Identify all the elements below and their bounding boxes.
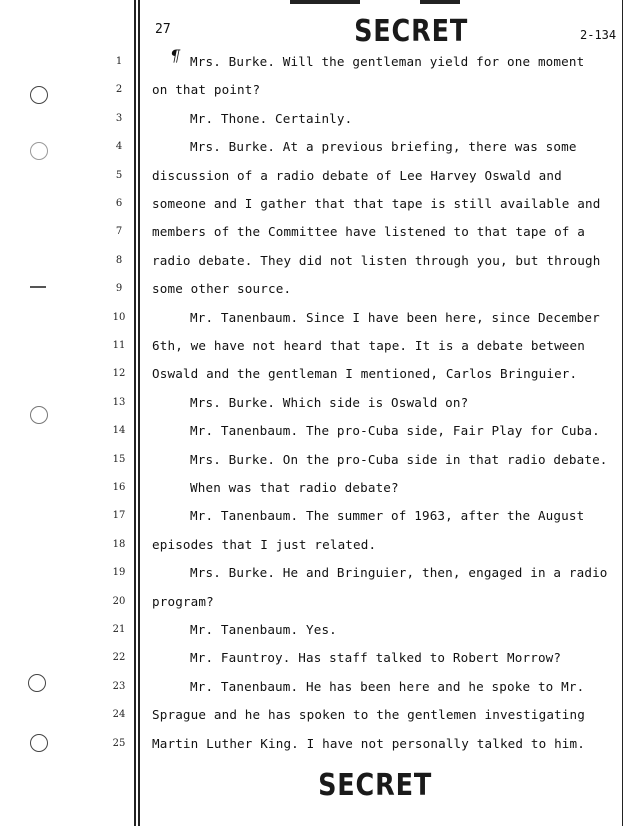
line-number: 4 <box>115 141 123 153</box>
line-number: 25 <box>112 737 126 749</box>
page-number: 27 <box>155 22 171 37</box>
line-number: 23 <box>112 680 126 692</box>
transcript-line: Martin Luther King. I have not personally talked to him. <box>152 735 585 751</box>
line-number: 1 <box>115 56 123 67</box>
transcript-line: some other source. <box>152 281 292 297</box>
paragraph-mark: ¶ <box>170 46 181 65</box>
line-number: 7 <box>115 226 123 238</box>
line-number: 17 <box>112 510 126 522</box>
transcript-line: Oswald and the gentleman I mentioned, Carlos Bringuier. <box>152 366 578 382</box>
line-number: 11 <box>112 340 126 351</box>
margin-rule <box>138 0 140 826</box>
margin-rule <box>134 0 136 826</box>
hole-punch-icon <box>30 86 48 104</box>
transcript-line: Mrs. Burke. At a previous briefing, there was some <box>190 139 577 155</box>
line-number: 10 <box>112 311 126 323</box>
document-number: 2-134 <box>580 28 617 42</box>
transcript-line: members of the Committee have listened to that tape of a <box>152 224 585 240</box>
line-number: 13 <box>112 396 126 408</box>
secret-stamp-top: SECRET <box>354 14 469 49</box>
transcript-line: Mr. Tanenbaum. Since I have been here, since December <box>190 309 600 325</box>
transcript-line: Sprague and he has spoken to the gentlemen investigating <box>152 707 585 723</box>
top-edge-bar <box>290 0 360 4</box>
line-number: 2 <box>115 84 123 96</box>
transcript-line: When was that radio debate? <box>190 480 399 495</box>
margin-dash <box>30 286 46 288</box>
line-number: 21 <box>112 624 126 635</box>
hole-punch-icon <box>30 406 48 424</box>
line-number: 19 <box>112 567 126 579</box>
line-number: 3 <box>115 112 123 124</box>
line-number: 20 <box>112 595 126 607</box>
right-margin-rule <box>622 0 623 826</box>
hole-punch-icon <box>30 734 48 752</box>
line-number: 5 <box>115 169 123 181</box>
transcript-line: Mrs. Burke. He and Bringuier, then, engaged in a radio <box>190 565 608 581</box>
transcript-line: Mr. Tanenbaum. He has been here and he spoke to Mr. <box>190 678 585 694</box>
line-number: 14 <box>112 425 126 437</box>
transcript-line: discussion of a radio debate of Lee Harvey Oswald and <box>152 167 562 183</box>
transcript-line: episodes that I just related. <box>152 536 377 552</box>
transcript-line: Mr. Thone. Certainly. <box>190 110 353 126</box>
hole-punch-icon <box>30 142 48 160</box>
hole-punch-icon <box>28 674 46 692</box>
transcript-line: Mrs. Burke. Which side is Oswald on? <box>190 394 469 410</box>
transcript-line: Mr. Tanenbaum. The pro-Cuba side, Fair Play for Cuba. <box>190 423 600 439</box>
transcript-line: 6th, we have not heard that tape. It is a debate between <box>152 338 585 353</box>
transcript-line: Mr. Tanenbaum. Yes. <box>190 622 337 637</box>
line-number: 15 <box>112 453 126 465</box>
line-number: 12 <box>112 368 126 380</box>
transcript-line: Mrs. Burke. On the pro-Cuba side in that radio debate. <box>190 451 608 467</box>
line-number: 22 <box>112 652 126 664</box>
secret-stamp-bottom: SECRET <box>318 768 433 803</box>
transcript-line: someone and I gather that that tape is still available and <box>152 196 601 211</box>
transcript-line: on that point? <box>152 82 261 98</box>
transcript-line: Mrs. Burke. Will the gentleman yield for one moment <box>190 54 585 69</box>
line-number: 6 <box>115 198 123 209</box>
transcript-line: program? <box>152 593 214 609</box>
line-number: 18 <box>112 538 126 550</box>
line-number: 8 <box>115 254 123 266</box>
line-number: 9 <box>115 283 123 295</box>
transcript-line: Mr. Tanenbaum. The summer of 1963, after the August <box>190 508 585 524</box>
transcript-line: radio debate. They did not listen through you, but through <box>152 252 601 268</box>
transcript-line: Mr. Fauntroy. Has staff talked to Robert Morrow? <box>190 650 562 666</box>
line-number: 24 <box>112 709 126 721</box>
top-edge-bar <box>420 0 460 4</box>
line-number: 16 <box>112 482 126 493</box>
